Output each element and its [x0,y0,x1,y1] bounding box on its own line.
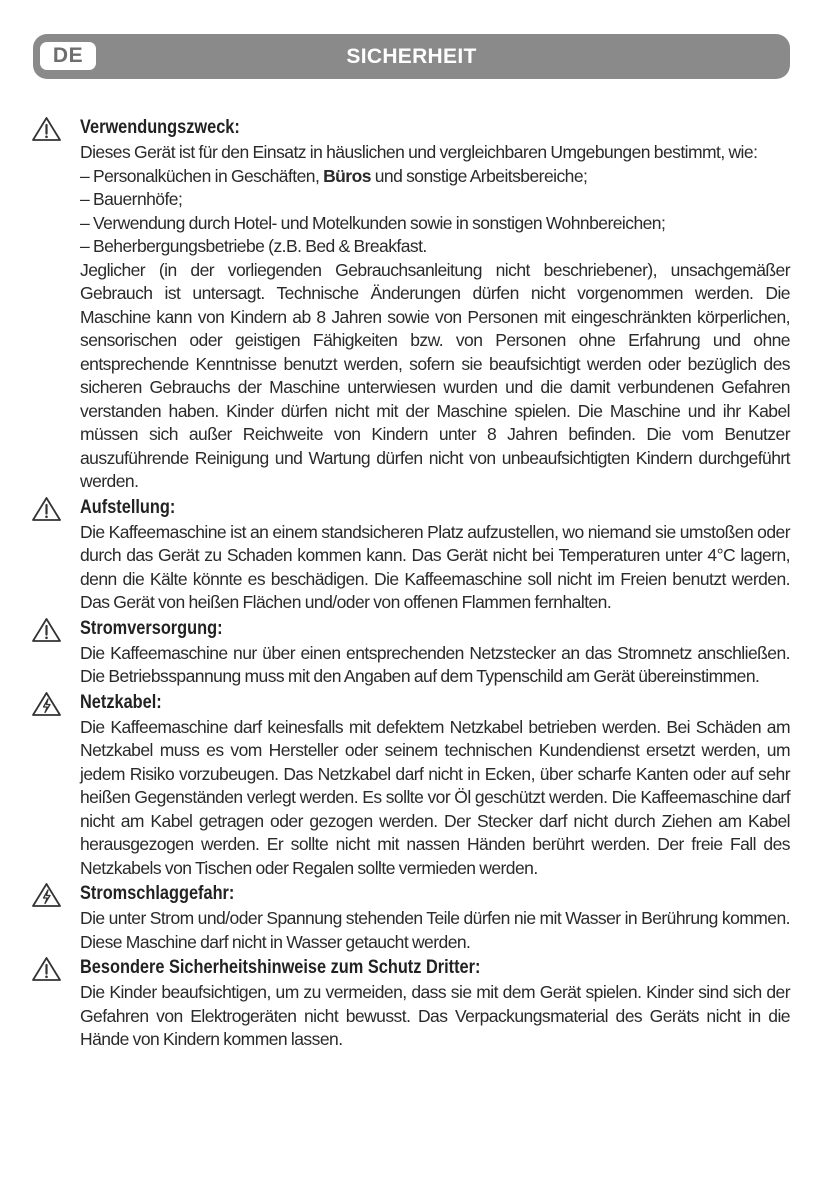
list-item-text: und sonstige Arbeitsbereiche; [370,165,588,186]
paragraph: Die Kinder beaufsichtigen, um zu vermeiden, dass sie mit dem Gerät spielen. Kinder sind sich der Gefahren von Elektrogeräten nicht bewusst. Das Verpackungsmaterial des Geräts nicht in die Hände von Kindern kommen lassen. [80,982,790,1049]
paragraph: Die Kaffeemaschine nur über einen entsprechenden Netzstecker an das Stromnetz anschließen. Die Betriebsspannung muss mit den Angaben auf dem Typenschild am Gerät übereinstimmen. [80,642,790,686]
section-power-supply [31,616,790,689]
section-electric-shock [31,881,790,954]
section-body [80,981,790,1052]
section-title: Besondere Sicherheitshinweise zum Schutz Dritter: [80,957,481,978]
list-item-emphasis: Büros [323,165,371,186]
section-title: Netzkabel: [80,691,162,713]
intro-text: Dieses Gerät ist für den Einsatz in häuslichen und vergleichbaren Umgebungen bestimmt, wie: [80,142,758,162]
warning-triangle-lightning-icon [31,882,62,908]
section-header-bar [33,34,790,79]
section-installation [31,495,790,615]
list-item: – Bauernhöfe; [80,189,183,209]
section-body [80,907,790,954]
paragraph: Die Kaffeemaschine ist an einem standsicheren Platz aufzustellen, wo niemand sie umstoßen oder durch das Gerät zu Schaden kommen kann. Das Gerät nicht bei Temperaturen unter 4°C lagern, denn die Kälte könnte es beschädigen. Die Kaffeemaschine soll nicht im Freien benutzt werden. Das Gerät von heißen Flächen und/oder von offenen Flammen fernhalten. [80,521,790,612]
paragraph: Die Kaffeemaschine darf keinesfalls mit defektem Netzkabel betrieben werden. Bei Schäden am Netzkabel muss es vom Hersteller oder seinem technischen Kundendienst ersetzt werden, um jedem Risiko vorzubeugen. Das Netzkabel darf nicht in Ecken, über scharfe Kanten oder auf sehr heißen Gegenständen verlegt werden. Es sollte vor Öl geschützt werden. Die Kaffeemaschine darf nicht am Kabel getragen oder gezogen werden. Der Stecker darf nicht durch Ziehen am Kabel herausgezogen werden. Er sollte nicht mit nassen Händen berührt werden. Der freie Fall des Netzkabels von Tischen oder Regalen sollte vermieden werden. [80,716,790,878]
section-power-cable [31,690,790,881]
page-title: SICHERHEIT [346,45,477,68]
warning-triangle-lightning-icon [31,691,62,717]
list-item [80,165,790,189]
warning-triangle-exclamation-icon [31,956,62,982]
section-body [80,141,790,494]
section-title: Stromversorgung: [80,617,223,639]
warning-triangle-exclamation-icon [31,496,62,522]
section-third-party-safety [31,955,790,1052]
section-title: Stromschlaggefahr: [80,883,235,904]
paragraph: Die unter Strom und/oder Spannung stehenden Teile dürfen nie mit Wasser in Berührung kommen. Diese Maschine darf nicht in Wasser getaucht werden. [80,908,790,952]
paragraph: Jeglicher (in der vorliegenden Gebrauchsanleitung nicht beschriebener), unsachgemäßer Gebrauch ist untersagt. Technische Änderungen dürfen nicht vorgenommen werden. Die Maschine kann von Kindern ab 8 Jahren sowie von Personen mit eingeschränkten körperlichen, sensorischen oder geistigen Fähigkeiten bzw. von Personen ohne Erfahrung und ohne entsprechende Kenntnisse benutzt werden, sofern sie beaufsichtigt werden oder bezüglich des sicheren Gebrauchs der Maschine unterwiesen wurden und die damit verbundenen Gefahren verstanden haben. Kinder dürfen nicht mit der Maschine spielen. Die Maschine und ihr Kabel müssen sich außer Reichweite von Kindern unter 8 Jahren befinden. Die vom Benutzer auszuführende Reinigung und Wartung dürfen nicht von unbeaufsichtigten Kindern durchgeführt werden. [80,259,790,491]
language-badge: DE [40,42,96,70]
section-body [80,521,790,615]
section-body [80,642,790,689]
section-title: Verwendungszweck: [80,117,240,138]
section-title: Aufstellung: [80,496,176,518]
warning-triangle-exclamation-icon [31,116,62,142]
safety-content [31,115,790,1053]
section-intended-use [31,115,790,494]
list-item: – Verwendung durch Hotel- und Motelkunden sowie in sonstigen Wohnbereichen; [80,212,666,233]
warning-triangle-exclamation-icon [31,617,62,643]
section-body [80,716,790,881]
list-item: – Beherbergungsbetriebe (z.B. Bed & Breakfast. [80,236,427,256]
list-item-text: – Personalküchen in Geschäften, [80,165,324,186]
